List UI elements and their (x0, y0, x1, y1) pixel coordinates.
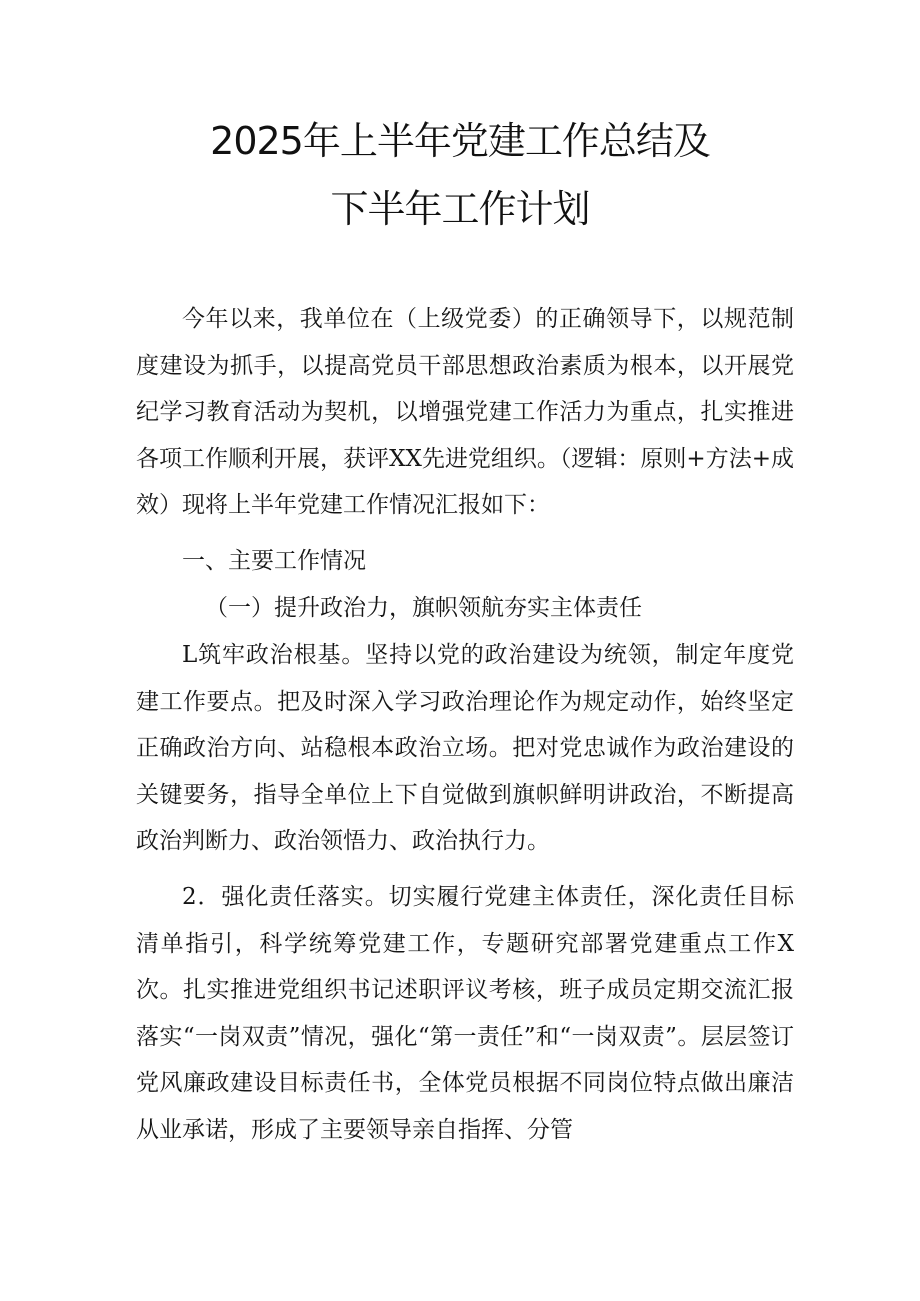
subsection-heading: （一）提升政治力，旗帜领航夯实主体责任 (205, 595, 642, 621)
section-heading: 一、主要工作情况 (182, 548, 366, 574)
document-title-line1: 2025年上半年党建工作总结及 (210, 119, 710, 163)
item-paragraph-1: L筑牢政治根基。坚持以党的政治建设为统领，制定年度党建工作要点。把及时深入学习政治理论作为规定动作，始终坚定正确政治方向、站稳根本政治立场。把对党忠诚作为政治建设的关键要务，指导全单位上下自觉做到旗帜鲜明讲政治，不断提高政治判断力、政治领悟力、政治执行力。 (136, 642, 794, 854)
intro-paragraph: 今年以来，我单位在（上级党委）的正确领导下，以规范制度建设为抓手，以提高党员干部思想政治素质为根本，以开展党纪学习教育活动为契机，以增强党建工作活力为重点，扎实推进各项工作顺利开展，获评XX先进党组织。（逻辑：原则+方法+成效）现将上半年党建工作情况汇报如下： (136, 306, 794, 518)
item-paragraph-2: 2．强化责任落实。切实履行党建主体责任，深化责任目标清单指引，科学统筹党建工作，专题研究部署党建重点工作X次。扎实推进党组织书记述职评议考核，班子成员定期交流汇报落实“一岗双责”情况，强化“第一责任”和“一岗双责”。层层签订党风廉政建设目标责任书，全体党员根据不同岗位特点做出廉洁从业承诺，形成了主要领导亲自指挥、分管 (136, 884, 794, 1143)
document-title-line2: 下半年工作计划 (330, 187, 590, 231)
